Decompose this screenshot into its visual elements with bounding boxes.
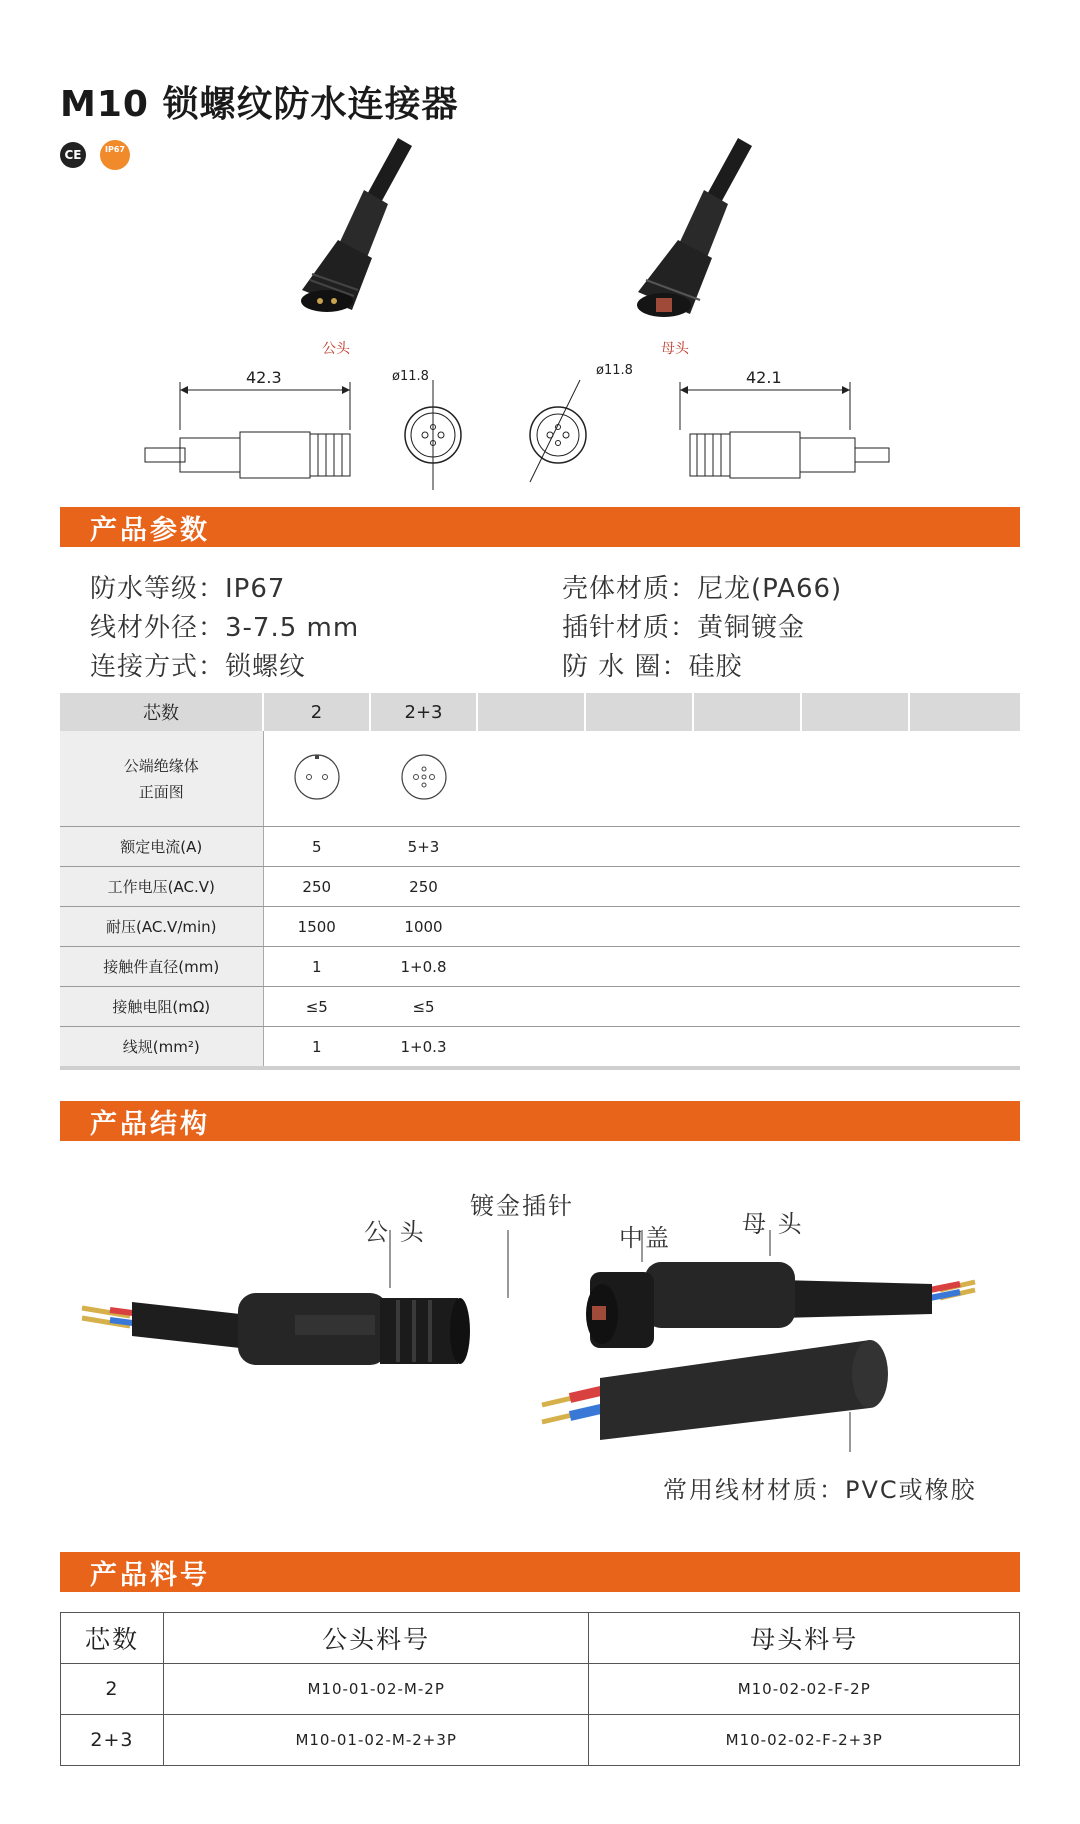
param-row: [60, 1027, 1020, 1069]
param-header-empty: [477, 693, 585, 731]
spec-housing: 壳体材质：尼龙(PA66): [562, 574, 843, 604]
param-row: [60, 947, 1020, 987]
part-female-number: M10-02-02-F-2P: [589, 1664, 1020, 1715]
table-row: [61, 1715, 1020, 1766]
param-value: 5: [263, 827, 370, 867]
param-header-cores: 芯数: [60, 693, 263, 731]
female-side-drawing: [675, 370, 895, 490]
male-side-drawing: [140, 370, 360, 490]
spec-pin-material: 插针材质：黄铜镀金: [562, 613, 806, 643]
ce-cert-icon: CE: [60, 142, 86, 168]
part-male-number: M10-01-02-M-2P: [163, 1664, 589, 1715]
param-label: 耐压(AC.V/min): [60, 907, 263, 947]
param-label: 接触件直径(mm): [60, 947, 263, 987]
female-connector-image: [620, 130, 760, 330]
face-5pin-icon: [370, 731, 477, 827]
part-cores: 2: [61, 1664, 164, 1715]
ip67-cert-icon: IP67: [100, 140, 130, 170]
param-header-empty: [801, 693, 909, 731]
part-header-male: 公头料号: [163, 1613, 589, 1664]
table-row: [61, 1664, 1020, 1715]
param-value: 1: [263, 1027, 370, 1069]
male-length-dimension: 42.3: [246, 368, 282, 387]
param-value: 1500: [263, 907, 370, 947]
callout-female: 母 头: [742, 1210, 804, 1238]
section-bar-partno: 产品料号: [60, 1552, 1020, 1592]
param-row-face: [60, 731, 1020, 827]
param-value: 250: [263, 867, 370, 907]
param-table-header: [60, 693, 1020, 731]
page-title: M10 锁螺纹防水连接器: [60, 84, 459, 125]
female-label: 母头: [661, 341, 689, 357]
param-row: [60, 867, 1020, 907]
param-header-empty: [693, 693, 801, 731]
param-header-2: 2: [263, 693, 370, 731]
section-bar-params: 产品参数: [60, 507, 1020, 547]
param-value: 1000: [370, 907, 477, 947]
female-face-drawing: [520, 370, 600, 490]
param-header-empty: [909, 693, 1020, 731]
spec-cable-od: 线材外径：3-7.5 mm: [90, 613, 360, 643]
spec-connection: 连接方式：锁螺纹: [90, 652, 307, 682]
face-2pin-icon: [263, 731, 370, 827]
param-value: 1+0.3: [370, 1027, 477, 1069]
callout-male: 公 头: [364, 1218, 426, 1246]
section-bar-structure: 产品结构: [60, 1101, 1020, 1141]
param-value: 1+0.8: [370, 947, 477, 987]
male-face-drawing: [398, 380, 468, 490]
param-header-empty: [585, 693, 693, 731]
param-row: [60, 907, 1020, 947]
part-male-number: M10-01-02-M-2+3P: [163, 1715, 589, 1766]
param-label-face: 公端绝缘体 正面图: [60, 731, 263, 827]
part-cores: 2+3: [61, 1715, 164, 1766]
param-value: 1: [263, 947, 370, 987]
param-table: [60, 693, 1020, 1070]
callout-cable-material: 常用线材材质：PVC或橡胶: [663, 1476, 977, 1504]
param-value: 250: [370, 867, 477, 907]
spec-waterproof: 防水等级：IP67: [90, 574, 286, 604]
param-header-2plus3: 2+3: [370, 693, 477, 731]
male-diameter-dimension: ø11.8: [392, 369, 429, 384]
param-label: 接触电阻(mΩ): [60, 987, 263, 1027]
callout-middle-cover: 中盖: [619, 1224, 671, 1252]
female-length-dimension: 42.1: [746, 368, 782, 387]
param-row: [60, 827, 1020, 867]
part-header-cores: 芯数: [61, 1613, 164, 1664]
male-label: 公头: [322, 341, 350, 357]
param-label: 线规(mm²): [60, 1027, 263, 1069]
part-female-number: M10-02-02-F-2+3P: [589, 1715, 1020, 1766]
param-value: 5+3: [370, 827, 477, 867]
param-label: 额定电流(A): [60, 827, 263, 867]
female-diameter-dimension: ø11.8: [596, 363, 633, 378]
param-value: ≤5: [263, 987, 370, 1027]
param-label: 工作电压(AC.V): [60, 867, 263, 907]
part-table-header: [61, 1613, 1020, 1664]
part-header-female: 母头料号: [589, 1613, 1020, 1664]
part-number-table: [60, 1612, 1020, 1766]
spec-seal: 防 水 圈：硅胶: [562, 652, 743, 682]
callout-gold-pin: 镀金插针: [470, 1192, 574, 1220]
param-value: ≤5: [370, 987, 477, 1027]
param-row: [60, 987, 1020, 1027]
male-connector-image: [280, 130, 420, 330]
